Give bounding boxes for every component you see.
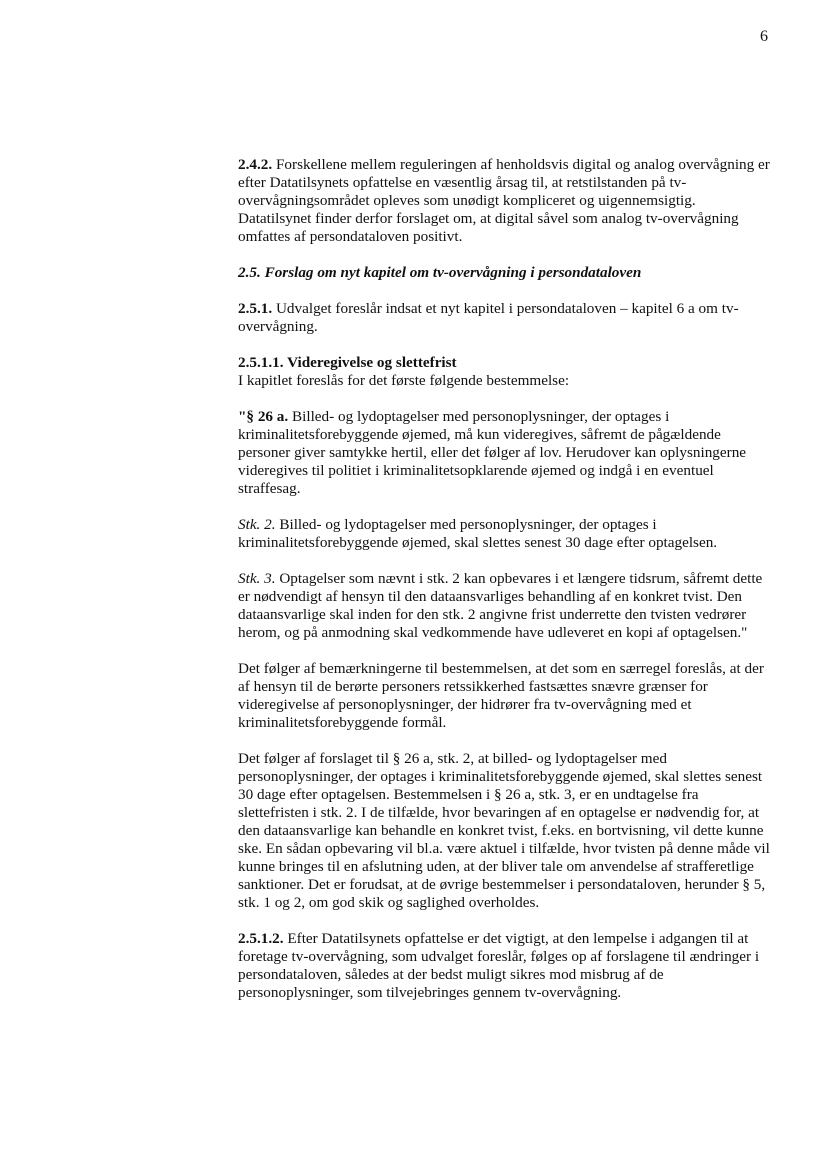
quote-section-26a	[238, 408, 770, 498]
section-heading-2-5: 2.5. Forslag om nyt kapitel om tv-overvågning i persondataloven	[238, 264, 642, 281]
document-body	[238, 156, 770, 1002]
quote-stk-2	[238, 516, 770, 552]
paragraph-2-5-1-2	[238, 930, 770, 1002]
paragraph-text: Udvalget foreslår indsat et nyt kapitel i persondataloven – kapitel 6 a om tv-overvågning.	[238, 300, 739, 335]
paragraph-label: Stk. 2.	[238, 516, 276, 533]
paragraph-text: Optagelser som nævnt i stk. 2 kan opbevares i et længere tidsrum, såfremt dette er nødvendigt af hensyn til den dataansvarliges behandling af en konkret tvist. Den dataansvarlige skal inden for den stk. 2 angivne frist underrette den tvisten vedrører herom, og på anmodning skal vedkommende have udleveret en kopi af optagelsen."	[238, 570, 763, 641]
paragraph-proposal: Det følger af forslaget til § 26 a, stk. 2, at billed- og lydoptagelser med personoplysninger, der optages i kriminalitetsforebyggende øjemed, skal slettes senest 30 dage efter optagelsen. Bestemmelsen i § 26 a, stk. 3, er en undtagelse fra slettefristen i stk. 2. I de tilfælde, hvor bevaringen af en optagelse er nødvendig for, at den dataansvarlige kan behandle en konkret tvist, f.eks. en bortvisning, vil dette kunne ske. En sådan opbevaring vil bl.a. være aktuel i tilfælde, hvor tvisten på denne måde vil kunne bringes til en afslutning uden, at der bliver tale om anvendelse af strafferetlige sanktioner. Det er forudsat, at de øvrige bestemmelser i persondataloven, herunder § 5, stk. 1 og 2, om god skik og saglighed overholdes.	[238, 750, 770, 911]
paragraph-2-5-1-1: I kapitlet foreslås for det første følgende bestemmelse:	[238, 372, 570, 389]
section-number: 2.5.1.2.	[238, 930, 284, 947]
paragraph-text: Efter Datatilsynets opfattelse er det vigtigt, at den lempelse i adgangen til at foretage tv-overvågning, som udvalget foreslår, følges op af forslagene til ændringer i persondataloven, således at der bedst muligt sikres mod misbrug af de personoplysninger, som tilvejebringes gennem tv-overvågning.	[238, 930, 760, 1001]
paragraph-label: Stk. 3.	[238, 570, 276, 587]
paragraph-text: Forskellene mellem reguleringen af henholdsvis digital og analog overvågning er efter Datatilsynets opfattelse en væsentlig årsag til, at retstilstanden på tv-overvågningsområdet opleves som unødigt kompliceret og uigennemsigtig. Datatilsynet finder derfor forslaget om, at digital såvel som analog tv-overvågning omfattes af persondataloven positivt.	[238, 156, 770, 245]
paragraph-remarks: Det følger af bemærkningerne til bestemmelsen, at det som en særregel foreslås, at der af hensyn til de berørte personers retssikkerhed fastsættes snævre grænser for videregivelse af personoplysninger, der hidrører fra tv-overvågning med et kriminalitetsforebyggende formål.	[238, 660, 764, 731]
page-number: 6	[760, 28, 768, 45]
section-number: 2.5.1.	[238, 300, 273, 317]
quote-stk-3	[238, 570, 770, 642]
paragraph-2-5-1	[238, 300, 770, 336]
paragraph-text: Billed- og lydoptagelser med personoplysninger, der optages i kriminalitetsforebyggende øjemed, må kun videregives, såfremt de pågældende personer giver samtykke hertil, eller det følger af lov. Herudover kan oplysningerne videregives til politiet i kriminalitetsopklarende øjemed og indgå i en eventuel straffesag.	[238, 408, 747, 497]
paragraph-label: "§ 26 a.	[238, 408, 289, 425]
section-number: 2.4.2.	[238, 156, 273, 173]
section-heading-2-5-1-1: 2.5.1.1. Videregivelse og slettefrist	[238, 354, 457, 371]
paragraph-text: Billed- og lydoptagelser med personoplysninger, der optages i kriminalitetsforebyggende øjemed, skal slettes senest 30 dage efter optagelsen.	[238, 516, 718, 551]
paragraph-2-4-2	[238, 156, 770, 246]
